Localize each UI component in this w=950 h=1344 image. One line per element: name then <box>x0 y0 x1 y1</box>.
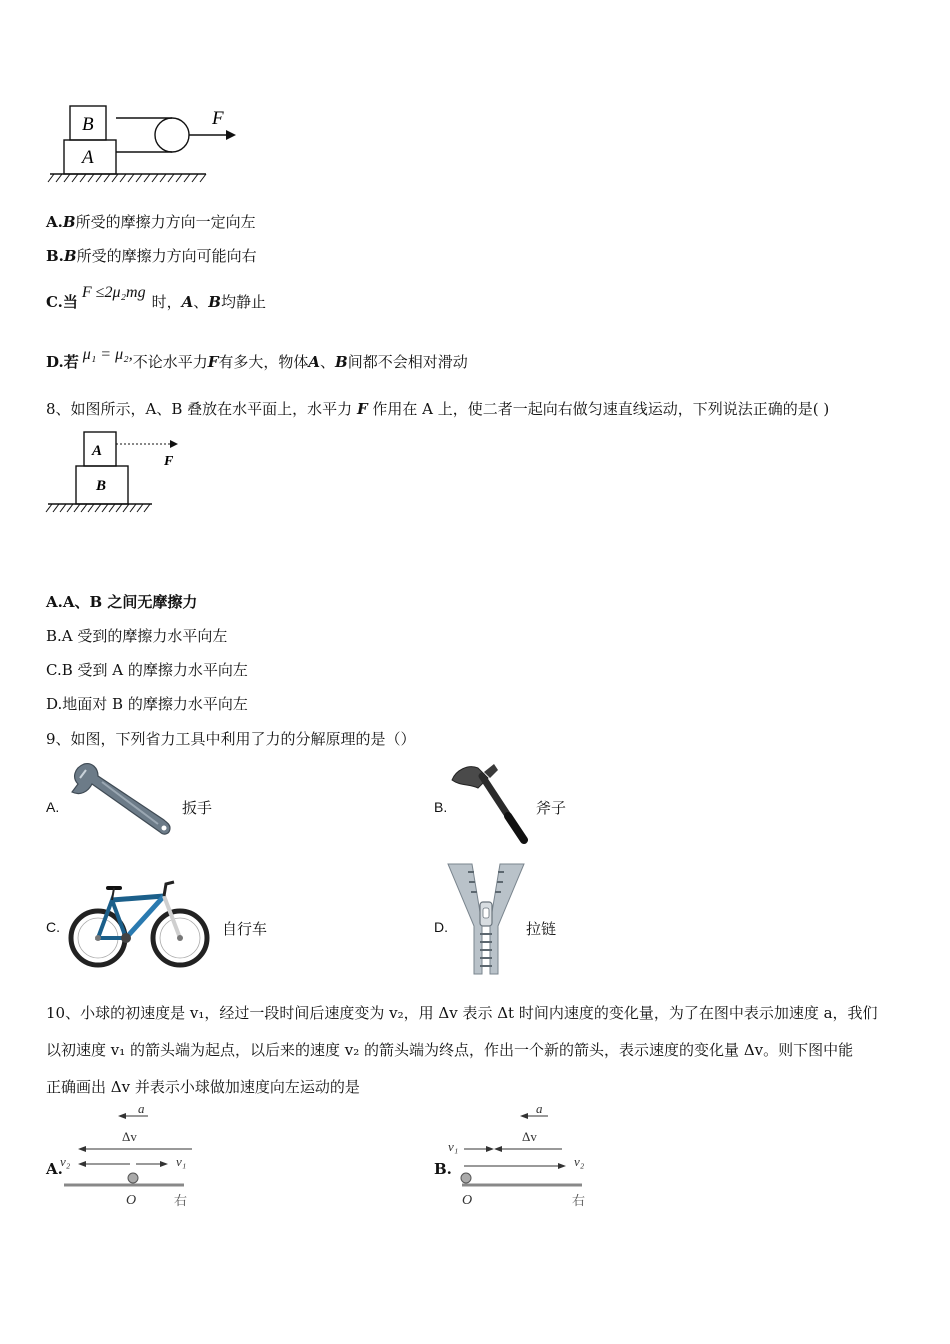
q7-d-formula: μ₁ = μ₂, <box>82 346 133 363</box>
q10a-dv-label: Δv <box>122 1129 137 1144</box>
q10-figure-a <box>60 1100 200 1210</box>
q10a-a-label: a <box>138 1101 145 1116</box>
wrench-image <box>66 762 176 842</box>
q9-option-b-name: 斧子 <box>536 799 567 817</box>
q7-option-a[interactable]: A.B所受的摩擦力方向一定向左 <box>46 213 256 231</box>
q10a-v1-label: v₁ <box>176 1154 187 1169</box>
q8-option-c[interactable]: C.B 受到 A 的摩擦力水平向左 <box>46 661 248 679</box>
zipper-image <box>448 864 524 974</box>
q7-option-c[interactable]: C.当F ≤2μ₂mg时，A、B均静止 <box>46 284 266 311</box>
q8-force-f-label: F <box>164 454 174 469</box>
q8-option-b[interactable]: B.A 受到的摩擦力水平向左 <box>46 627 228 645</box>
q10a-o-label: O <box>126 1193 137 1208</box>
q10-option-a-label[interactable]: A. <box>46 1160 63 1178</box>
q9-option-b-label[interactable]: B. <box>434 799 448 815</box>
q7-c-formula: F ≤2μ₂mg <box>81 284 146 301</box>
block-a-label: A <box>82 147 94 168</box>
q10-stem-line-2: 以初速度 v₁ 的箭头端为起点，以后来的速度 v₂ 的箭头端为终点，作出一个新的箭头，表示速度的变化量 Δv。则下图中能 <box>46 1041 854 1059</box>
bicycle-image <box>68 878 210 970</box>
q10b-v1-label: v₁ <box>448 1139 459 1154</box>
force-f-label: F <box>212 108 224 129</box>
q7-option-d[interactable]: D.若 μ₁ = μ₂,不论水平力F有多大，物体A、B间都不会相对滑动 <box>46 346 468 371</box>
axe-image <box>448 762 532 846</box>
block-b-label: B <box>82 114 94 135</box>
q8-stem: 8、如图所示，A、B 叠放在水平面上，水平力 F 作用在 A 上，使二者一起向右做匀速直线运动，下列说法正确的是( ) <box>46 400 830 418</box>
q8-option-a[interactable]: A.A、B 之间无摩擦力 <box>46 593 198 611</box>
q8-option-d[interactable]: D.地面对 B 的摩擦力水平向左 <box>46 695 248 713</box>
figure-stacked-blocks-pulley <box>44 100 244 190</box>
figure-q8-stacked-blocks <box>44 428 194 520</box>
q10-figure-b <box>448 1100 598 1210</box>
q10-option-b-label[interactable]: B. <box>434 1160 452 1178</box>
q9-option-c-label[interactable]: C. <box>46 919 60 935</box>
q10b-dv-label: Δv <box>522 1129 537 1144</box>
q7-option-b[interactable]: B.B所受的摩擦力方向可能向右 <box>46 247 257 265</box>
q10b-a-label: a <box>536 1101 543 1116</box>
q8-block-b-label: B <box>96 478 107 494</box>
q9-option-d-label[interactable]: D. <box>434 919 448 935</box>
q9-option-a-label[interactable]: A. <box>46 799 60 815</box>
q9-option-a-name: 扳手 <box>182 799 213 817</box>
q10-stem-line-3: 正确画出 Δv 并表示小球做加速度向左运动的是 <box>46 1078 360 1096</box>
q8-block-a-label: A <box>92 443 103 459</box>
q9-stem: 9、如图，下列省力工具中利用了力的分解原理的是（） <box>46 730 416 748</box>
q10-stem-line-1: 10、小球的初速度是 v₁，经过一段时间后速度变为 v₂，用 Δv 表示 Δt 时间内速度的变化量，为了在图中表示加速度 a，我们 <box>46 1004 878 1022</box>
q9-option-c-name: 自行车 <box>222 920 268 938</box>
q9-option-d-name: 拉链 <box>526 920 557 938</box>
q10b-right-label: 右 <box>572 1194 586 1209</box>
q10b-o-label: O <box>462 1193 473 1208</box>
q10b-v2-label: v₂ <box>574 1154 585 1169</box>
q10a-right-label: 右 <box>174 1194 188 1209</box>
q10a-v2-label: v₂ <box>60 1154 71 1169</box>
